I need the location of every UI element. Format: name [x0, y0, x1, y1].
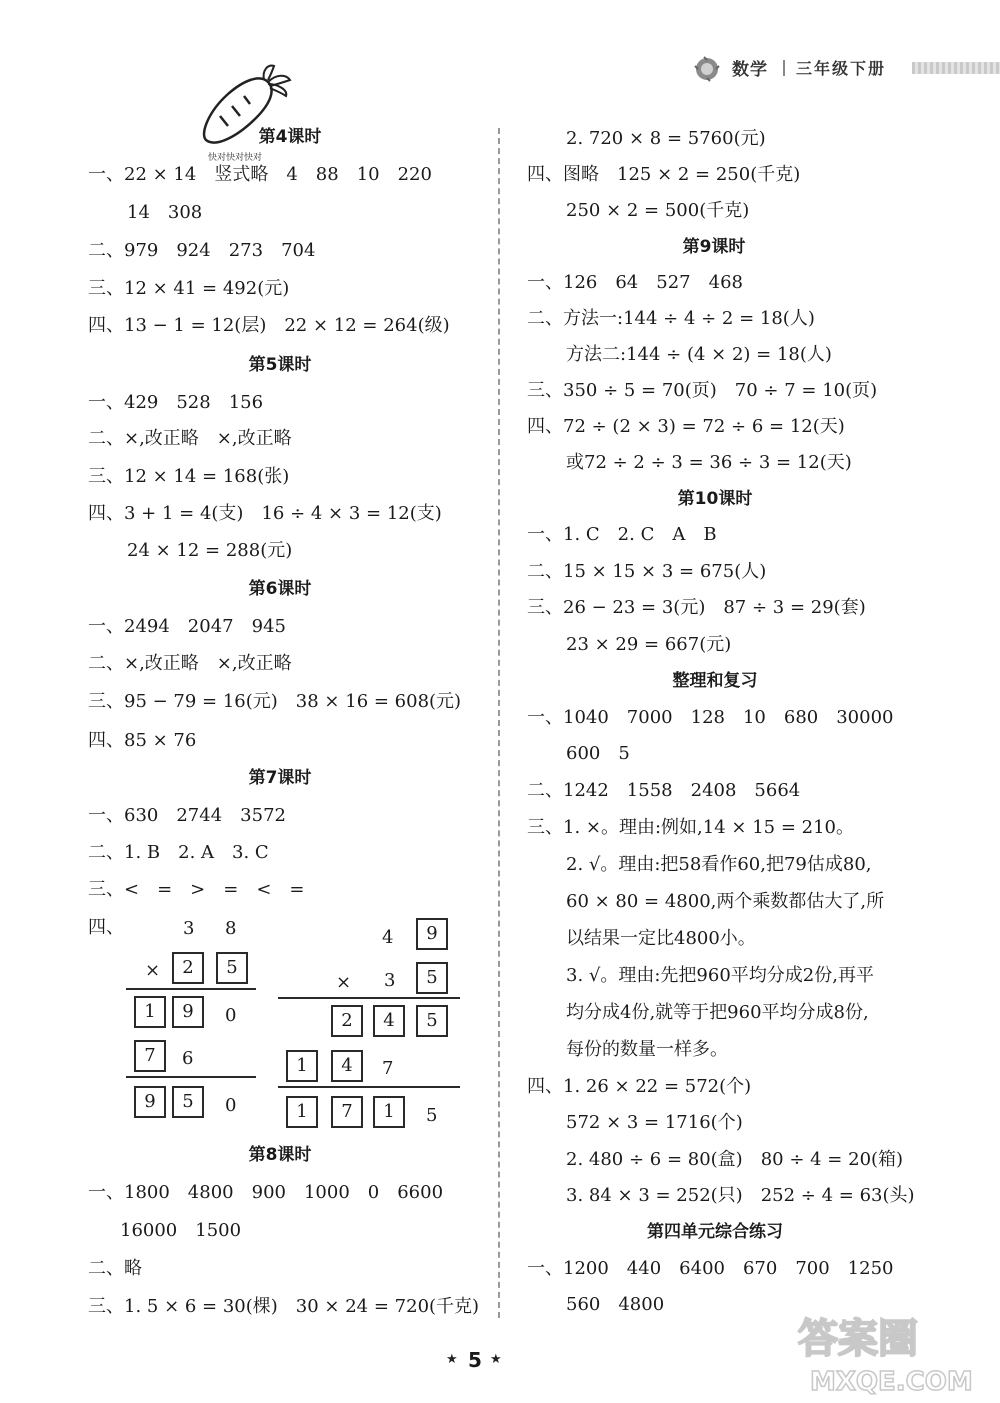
answer-line: 16000 1500: [120, 1220, 242, 1241]
answer-box: 2: [172, 952, 204, 984]
calc-digit: 4: [382, 927, 394, 948]
answer-line: 四、: [88, 917, 124, 938]
answer-line: 一、630 2744 3572: [88, 805, 286, 826]
answer-line: 2. √。理由:把58看作60,把79估成80,: [566, 854, 872, 875]
calc-digit: 8: [225, 918, 237, 939]
answer-line: 二、979 924 273 704: [88, 240, 316, 261]
answer-line: 三、12 × 14 = 168(张): [88, 466, 290, 487]
carrot-label: 快对快对快对: [208, 153, 263, 163]
answer-box: 5: [172, 1086, 204, 1118]
calc-digit: 3: [384, 970, 396, 991]
grade-label: 三年级下册: [796, 59, 887, 78]
watermark-top: 答案圈: [798, 1316, 918, 1362]
answer-line: 一、22 × 14 竖式略 4 88 10 220: [88, 164, 432, 185]
answer-line: 三、12 × 41 = 492(元): [88, 278, 290, 299]
answer-line: 600 5: [566, 743, 630, 764]
calc-digit: 6: [182, 1048, 194, 1069]
page-header: [680, 48, 1000, 88]
answer-line: 三、1. 5 × 6 = 30(棵) 30 × 24 = 720(千克): [88, 1296, 480, 1317]
lesson-4-title: 第4课时: [258, 127, 322, 147]
answer-line: 二、15 × 15 × 3 = 675(人): [527, 561, 767, 582]
answer-box: 5: [216, 952, 248, 984]
times-sign: ×: [336, 972, 352, 993]
answer-line: 四、72 ÷ (2 × 3) = 72 ÷ 6 = 12(天): [527, 416, 845, 437]
answer-line: 二、1. B 2. A 3. C: [88, 842, 269, 863]
answer-line: 2. 480 ÷ 6 = 80(盒) 80 ÷ 4 = 20(箱): [566, 1149, 904, 1170]
answer-line: 一、2494 2047 945: [88, 616, 286, 637]
calc-digit: 0: [225, 1095, 237, 1116]
answer-line: 每份的数量一样多。: [566, 1039, 728, 1060]
answer-box: 9: [172, 996, 204, 1028]
answer-line: 60 × 80 = 4800,两个乘数都估大了,所: [566, 891, 885, 912]
answer-line: 四、85 × 76: [88, 730, 197, 751]
answer-line: 二、1242 1558 2408 5664: [527, 780, 801, 801]
calc-digit: 3: [183, 918, 195, 939]
book-logo-icon: [694, 56, 720, 82]
lesson-10-title: 第10课时: [677, 489, 753, 509]
answer-line: 二、方法一:144 ÷ 4 ÷ 2 = 18(人): [527, 308, 815, 329]
answer-line: 方法二:144 ÷ (4 × 2) = 18(人): [566, 344, 832, 365]
answer-line: 一、1. C 2. C A B: [527, 524, 717, 545]
answer-line: 二、略: [88, 1258, 142, 1279]
star-icon: ★: [446, 1352, 458, 1367]
calc-rule: [126, 988, 256, 990]
answer-line: 24 × 12 = 288(元): [127, 540, 293, 561]
review-title: 整理和复习: [672, 671, 758, 691]
answer-line: 三、350 ÷ 5 = 70(页) 70 ÷ 7 = 10(页): [527, 380, 878, 401]
lesson-6-title: 第6课时: [248, 579, 312, 599]
answer-box: 2: [331, 1005, 363, 1037]
answer-line: 572 × 3 = 1716(个): [566, 1112, 743, 1133]
answer-line: 四、1. 26 × 22 = 572(个): [527, 1076, 752, 1097]
calc-rule: [278, 997, 460, 999]
calc-digit: 7: [382, 1058, 394, 1079]
answer-line: 或72 ÷ 2 ÷ 3 = 36 ÷ 3 = 12(天): [566, 452, 852, 473]
answer-line: 三、26 − 23 = 3(元) 87 ÷ 3 = 29(套): [527, 597, 866, 618]
answer-box: 7: [331, 1096, 363, 1128]
answer-line: 一、429 528 156: [88, 392, 264, 413]
subject-label: 数学: [732, 60, 768, 80]
answer-line: 250 × 2 = 500(千克): [566, 200, 750, 221]
header-decoration: [912, 62, 1000, 74]
lesson-8-title: 第8课时: [248, 1145, 312, 1165]
calc-digit: 0: [225, 1005, 237, 1026]
lesson-7-title: 第7课时: [248, 768, 312, 788]
answer-line: 三、1. ×。理由:例如,14 × 15 = 210。: [527, 817, 854, 838]
answer-line: 23 × 29 = 667(元): [566, 634, 732, 655]
page-number: 5: [468, 1348, 482, 1372]
star-icon: ★: [490, 1352, 502, 1367]
answer-line: 3. √。理由:先把960平均分成2份,再平: [566, 965, 874, 986]
answer-line: 二、×,改正略 ×,改正略: [88, 428, 292, 449]
answer-line: 3. 84 × 3 = 252(只) 252 ÷ 4 = 63(头): [566, 1185, 915, 1206]
answer-line: 三、< = > = < =: [88, 879, 305, 900]
answer-box: 5: [416, 1005, 448, 1037]
header-separator: [783, 60, 785, 76]
answer-line: 四、3 + 1 = 4(支) 16 ÷ 4 × 3 = 12(支): [88, 503, 442, 524]
times-sign: ×: [145, 960, 161, 981]
answer-line: 一、1800 4800 900 1000 0 6600: [88, 1182, 444, 1203]
answer-line: 一、1040 7000 128 10 680 30000: [527, 707, 894, 728]
watermark-bottom: MXQE.COM: [810, 1367, 973, 1397]
answer-box: 9: [134, 1086, 166, 1118]
answer-box: 5: [416, 962, 448, 994]
answer-line: 一、1200 440 6400 670 700 1250: [527, 1258, 894, 1279]
answer-line: 均分成4份,就等于把960平均分成8份,: [566, 1002, 869, 1023]
answer-box: 9: [416, 918, 448, 950]
answer-line: 四、图略 125 × 2 = 250(千克): [527, 164, 801, 185]
answer-box: 4: [331, 1050, 363, 1082]
calc-rule: [278, 1086, 460, 1088]
answer-box: 1: [286, 1050, 318, 1082]
answer-line: 2. 720 × 8 = 5760(元): [566, 128, 766, 149]
answer-line: 14 308: [127, 202, 203, 223]
answer-line: 一、126 64 527 468: [527, 272, 743, 293]
column-divider: [498, 128, 500, 1318]
site-watermark: [790, 1306, 995, 1398]
answer-box: 1: [286, 1096, 318, 1128]
answer-line: 四、13 − 1 = 12(层) 22 × 12 = 264(级): [88, 315, 450, 336]
answer-box: 4: [373, 1005, 405, 1037]
answer-box: 7: [134, 1040, 166, 1072]
lesson-5-title: 第5课时: [248, 355, 312, 375]
answer-line: 三、95 − 79 = 16(元) 38 × 16 = 608(元): [88, 691, 462, 712]
lesson-9-title: 第9课时: [682, 237, 746, 257]
answer-line: 以结果一定比4800小。: [566, 928, 756, 949]
answer-line: 560 4800: [566, 1294, 665, 1315]
calc-rule: [126, 1076, 256, 1078]
unit-4-practice-title: 第四单元综合练习: [647, 1222, 783, 1242]
calc-digit: 5: [426, 1105, 438, 1126]
answer-line: 二、×,改正略 ×,改正略: [88, 653, 292, 674]
answer-box: 1: [134, 996, 166, 1028]
answer-box: 1: [373, 1096, 405, 1128]
